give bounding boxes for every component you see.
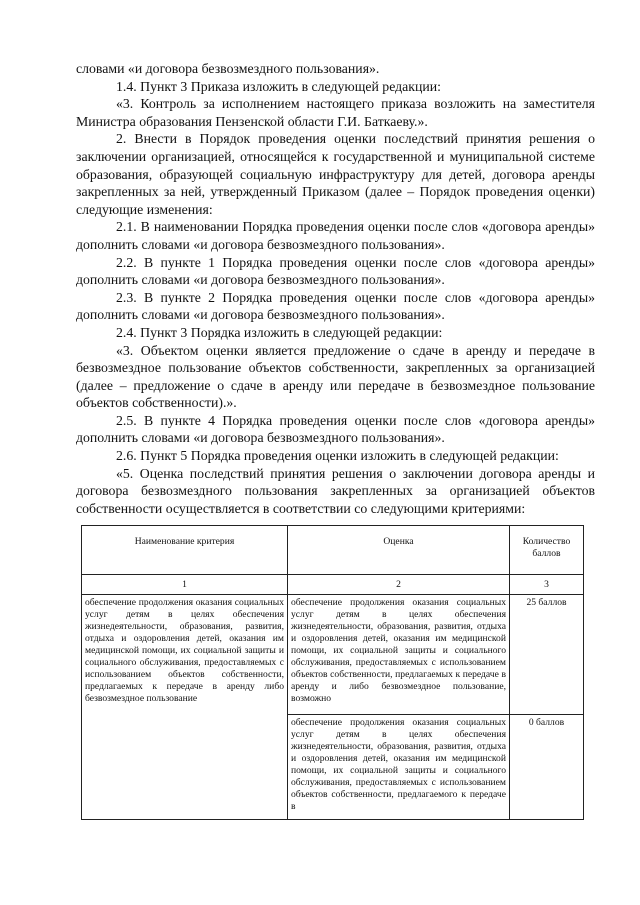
score-cell: 0 баллов (510, 715, 584, 820)
column-number: 1 (82, 575, 288, 595)
header-criterion: Наименование критерия (82, 526, 288, 575)
paragraph: «3. Объектом оценки является предложение о сдаче в аренду и передаче в безвозмездное пользование объектов собственности, закрепленных за организацией (далее – предложение о сдаче в аренду или передаче в безвозмездное пользование объектов собственности).». (76, 342, 595, 411)
document-body (76, 60, 595, 517)
paragraph: 2.3. В пункте 2 Порядка проведения оценки после слов «договора аренды» дополнить словами «и договора безвозмездного пользования». (76, 289, 595, 323)
score-cell: 25 баллов (510, 595, 584, 715)
assessment-cell: обеспечение продолжения оказания социальных услуг детям в целях обеспечения жизнедеятельности, образования, развития, отдыха и оздоровления детей, оказания им медицинской помощи, их социальной защиты и социального обслуживания, предоставляемых с использованием объектов собственности, предлагаемых к передаче в аренду и либо безвозмездное пользование, возможно (288, 595, 510, 715)
header-score: Количество баллов (510, 526, 584, 575)
paragraph: 2.5. В пункте 4 Порядка проведения оценки после слов «договора аренды» дополнить словами «и договора безвозмездного пользования». (76, 412, 595, 446)
table-number-row (82, 575, 584, 595)
table-header-row (82, 526, 584, 575)
column-number: 3 (510, 575, 584, 595)
paragraph: 2.4. Пункт 3 Порядка изложить в следующей редакции: (116, 324, 443, 340)
paragraph: «3. Контроль за исполнением настоящего приказа возложить на заместителя Министра образования Пензенской области Г.И. Баткаеву.». (76, 96, 595, 129)
table-row (82, 595, 584, 715)
paragraph: 1.4. Пункт 3 Приказа изложить в следующей редакции: (116, 78, 441, 94)
paragraph: 2.1. В наименовании Порядка проведения оценки после слов «договора аренды» дополнить словами «и договора безвозмездного пользования». (76, 219, 595, 252)
paragraph: 2. Внести в Порядок проведения оценки последствий принятия решения о заключении организацией, относящейся к государственной и муниципальной системе образования, образующей социальную инфраструктуру для детей, договора аренды закрепленных за ней, утвержденный Приказом (далее – Порядок проведения оценки) следующие изменения: (76, 131, 595, 217)
paragraph: 2.2. В пункте 1 Порядка проведения оценки после слов «договора аренды» дополнить словами «и договора безвозмездного пользования». (76, 254, 595, 288)
paragraph: словами «и договора безвозмездного пользования». (76, 61, 380, 76)
assessment-cell (288, 715, 510, 820)
paragraph: «5. Оценка последствий принятия решения о заключении договора аренды и договора безвозмездного пользования закрепленных за организацией объектов собственности осуществляется в соответствии со следующими критериями: (76, 465, 595, 516)
assessment-text: обеспечение продолжения оказания социальных услуг детям в целях обеспечения жизнедеятельности, образования, развития, отдыха и оздоровления детей, оказания им медицинской помощи, их социальной защиты и социального обслуживания, предоставляемых с использованием объектов собственности, предлагаемого к передаче в (291, 717, 506, 812)
criterion-cell: обеспечение продолжения оказания социальных услуг детям в целях обеспечения жизнедеятельности, образования, развития, отдыха и оздоровления детей, оказания им медицинской помощи, их социальной защиты и социального обслуживания, предоставляемых с использованием объектов собственности, предлагаемых к передаче в аренду либо безвозмездное пользование (82, 595, 288, 820)
paragraph: 2.6. Пункт 5 Порядка проведения оценки изложить в следующей редакции: (116, 448, 559, 464)
column-number: 2 (288, 575, 510, 595)
header-assessment: Оценка (288, 526, 510, 575)
criteria-table (81, 525, 584, 820)
